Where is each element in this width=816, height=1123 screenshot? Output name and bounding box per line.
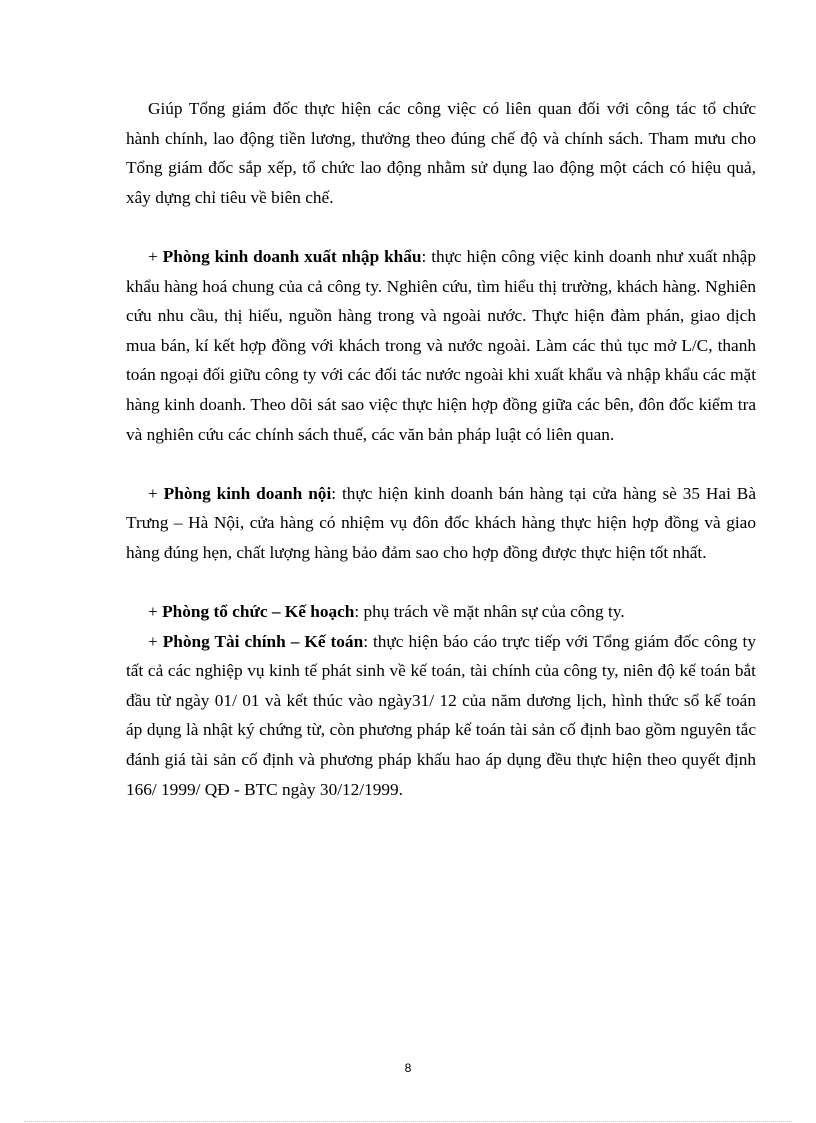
- paragraph-import-export-department: [126, 242, 756, 449]
- paragraph-text: : thực hiện công việc kinh doanh như xuất nhập khẩu hàng hoá chung của cả công ty. Nghiên cứu, tìm hiểu thị trường, khách hàng. Nghiên cứu nhu cầu, thị hiếu, nguồn hàng trong và ngoài nước. Thực hiện đàm phán, giao dịch mua bán, kí kết hợp đồng với khách trong và nước ngoài. Làm các thủ tục mở L/C, thanh toán ngoại đối giữu công ty với các đối tác nước ngoài khi xuất khẩu và nhập khẩu các mặt hàng kinh doanh. Theo dõi sát sao việc thực hiện hợp đồng giữa các bên, đôn đốc kiểm tra và nghiên cứu các chính sách thuế, các văn bản pháp luật có liên quan.: [126, 246, 756, 444]
- department-heading: Phòng kinh doanh nội: [163, 483, 332, 503]
- bullet-prefix: +: [148, 246, 163, 266]
- document-body: [126, 94, 756, 804]
- bullet-prefix: +: [148, 483, 164, 503]
- bullet-prefix: +: [148, 602, 163, 622]
- bullet-prefix: +: [148, 631, 163, 651]
- department-heading: Phòng kinh doanh xuất nhập khẩu: [162, 246, 422, 266]
- paragraph-text: Giúp Tổng giám đốc thực hiện các công việc có liên quan đối với công tác tổ chức hành chính, lao động tiền lương, thưởng theo đúng chế độ và chính sách. Tham mưu cho Tổng giám đốc sắp xếp, tổ chức lao động nhằm sử dụng lao động một cách có hiệu quả, xây dựng chỉ tiêu về biên chế.: [126, 99, 756, 207]
- paragraph-text: : phụ trách về mặt nhân sự của công ty.: [354, 602, 625, 622]
- department-heading: Phòng tổ chức – Kế hoạch: [162, 602, 355, 622]
- department-heading: Phòng Tài chính – Kế toán: [162, 631, 364, 651]
- paragraph-domestic-business-department: [126, 479, 756, 568]
- page-bottom-border: [24, 1121, 792, 1122]
- page-number: 8: [404, 1061, 412, 1075]
- paragraph-text: : thực hiện báo cáo trực tiếp với Tổng giám đốc công ty tất cả các nghiệp vụ kinh tế phát sinh về kế toán, tài chính của công ty, niên độ kế toán bắt đầu từ ngày 01/ 01 và kết thúc vào ngày31/ 12 của năm dương lịch, hình thức sổ kế toán áp dụng là nhật ký chứng từ, còn phương pháp kế toán tài sản cố định bao gồm nguyên tắc đánh giá tài sản cố định và phương pháp khấu hao áp dụng đều thực hiện theo quyết định 166/ 1999/ QĐ - BTC ngày 30/12/1999.: [126, 631, 756, 799]
- paragraph-finance-accounting-department: [126, 627, 756, 805]
- paragraph-organization-planning-department: [126, 597, 756, 627]
- paragraph-admin-duties: [126, 94, 756, 212]
- paragraph-text: : thực hiện kinh doanh bán hàng tại cửa hàng sè 35 Hai Bà Trưng – Hà Nội, cửa hàng có nhiệm vụ đôn đốc khách hàng thực hiện hợp đồng và giao hàng đúng hẹn, chất lượng hàng bảo đảm sao cho hợp đồng được thực hiện tốt nhất.: [126, 483, 756, 562]
